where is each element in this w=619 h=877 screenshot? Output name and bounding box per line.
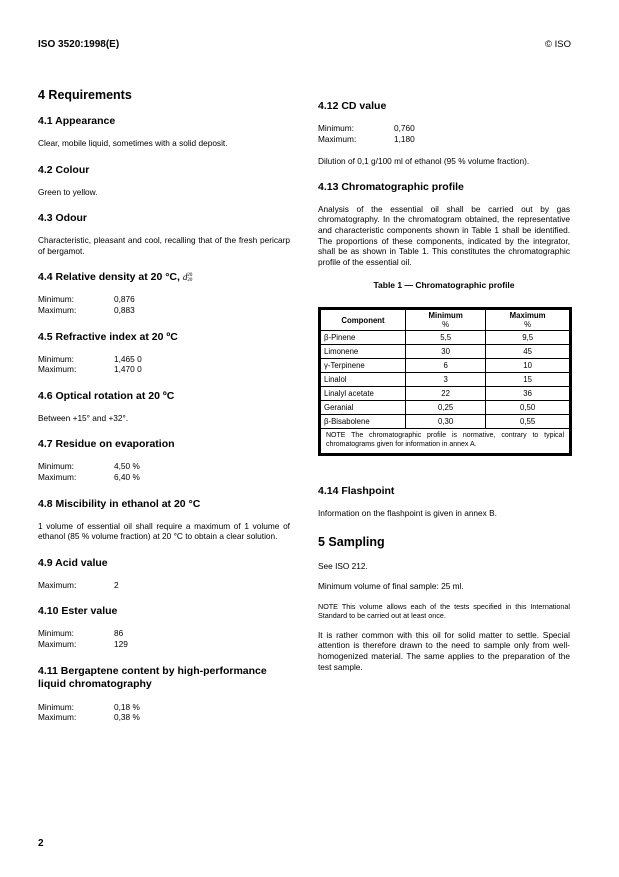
odour-text: Characteristic, pleasant and cool, recalling that of the fresh pericarp of bergamot. [38, 235, 290, 256]
table-note-row [321, 429, 570, 454]
ester-maximum: Maximum: 129 [38, 638, 128, 649]
section-4-5-heading: 4.5 Refractive index at 20 ºC [38, 330, 178, 343]
header-maximum: Maximum % [486, 310, 570, 331]
sampling-note: NOTE This volume allows each of the tests specified in this International Standard to be carried out at least once. [318, 601, 570, 620]
maximum-cell: 9,5 [486, 331, 570, 345]
chromatographic-table [318, 307, 572, 456]
maximum-cell: 36 [486, 387, 570, 401]
ester-minimum: Minimum: 86 [38, 628, 124, 639]
section-4-9-heading: 4.9 Acid value [38, 556, 108, 569]
density-symbol-sup: 20 [187, 273, 193, 279]
cd-maximum: Maximum: 1,180 [318, 133, 415, 144]
table-caption: Table 1 — Chromatographic profile [373, 280, 515, 291]
bergaptene-maximum: Maximum: 0,38 % [38, 712, 140, 723]
header-minimum: Minimum % [406, 310, 486, 331]
maximum-cell: 15 [486, 373, 570, 387]
minimum-cell: 6 [406, 359, 486, 373]
section-4-4-title: 4.4 Relative density at 20 °C, [38, 271, 180, 284]
left-column [38, 88, 290, 723]
cd-minimum: Minimum: 0,760 [318, 123, 415, 133]
density-symbol-letter: d [182, 272, 188, 283]
maximum-cell: 0,55 [486, 415, 570, 429]
density-maximum: Maximum: 0,883 [38, 304, 135, 315]
section-4-3-heading: 4.3 Odour [38, 212, 88, 225]
minimum-cell: 0,25 [406, 401, 486, 415]
component-cell: Limonene [321, 345, 406, 359]
sampling-text: It is rather common with this oil for solid matter to settle. Special attention is therefore drawn to the need to sample only from well-homogenized material. The same applies to the preparation of the test sample. [318, 629, 570, 672]
section-4-14-heading: 4.14 Flashpoint [318, 484, 395, 497]
bergaptene-minimum: Minimum: 0,18 % [38, 701, 140, 712]
component-cell: β-Bisabolene [321, 415, 406, 429]
section-4-6-heading: 4.6 Optical rotation at 20 ºC [38, 389, 175, 402]
section-4-4-heading [38, 271, 290, 283]
table-row [321, 359, 570, 373]
section-4-7-heading: 4.7 Residue on evaporation [38, 438, 175, 451]
section-5-heading: 5 Sampling [318, 534, 385, 549]
page-number: 2 [38, 838, 44, 849]
component-cell: Geranial [321, 401, 406, 415]
residue-maximum: Maximum: 6,40 % [38, 471, 140, 482]
minimum-cell: 30 [406, 345, 486, 359]
table-header-row [321, 310, 570, 331]
optical-rotation-text: Between +15° and +32°. [38, 412, 129, 423]
table-note: NOTE The chromatographic profile is normative, contrary to typical chromatograms given for information in annex A. [321, 429, 570, 454]
section-4-2-heading: 4.2 Colour [38, 163, 90, 176]
minimum-cell: 0,30 [406, 415, 486, 429]
section-4-10-heading: 4.10 Ester value [38, 605, 118, 618]
refractive-minimum: Minimum: 1,465 0 [38, 353, 142, 364]
section-4-1-heading: 4.1 Appearance [38, 115, 116, 127]
miscibility-text: 1 volume of essential oil shall require a maximum of 1 volume of ethanol (85 % volume fraction) at 20 °C to obtain a clear solution. [38, 520, 290, 542]
colour-text: Green to yellow. [38, 186, 98, 197]
document-id: ISO 3520:1998(E) [38, 39, 120, 50]
section-4-11-heading: 4.11 Bergaptene content by high-performance liquid chromatography [38, 664, 267, 690]
section-4-13-heading: 4.13 Chromatographic profile [318, 180, 464, 193]
sampling-reference: See ISO 212. [318, 560, 368, 571]
maximum-cell: 10 [486, 359, 570, 373]
acid-maximum: Maximum: 2 [38, 579, 119, 590]
maximum-cell: 45 [486, 345, 570, 359]
minimum-cell: 22 [406, 387, 486, 401]
cd-dilution-text: Dilution of 0,1 g/100 ml of ethanol (95 % volume fraction). [318, 156, 530, 167]
section-4-12-heading: 4.12 CD value [318, 100, 387, 112]
table-row [321, 345, 570, 359]
density-minimum: Minimum: 0,876 [38, 294, 135, 305]
table-row [321, 387, 570, 401]
minimum-cell: 3 [406, 373, 486, 387]
component-cell: Linalol [321, 373, 406, 387]
component-cell: γ-Terpinene [321, 359, 406, 373]
density-symbol [183, 272, 193, 282]
refractive-maximum: Maximum: 1,470 0 [38, 364, 142, 375]
chromatographic-text: Analysis of the essential oil shall be carried out by gas chromatography. In the chromatogram obtained, the representative and characteristic components shown in Table 1 shall be identified. The proportions of these components, indicated by the integrator, shall be as shown in Table 1. This constitutes the chromatographic profile of the essential oil. [318, 203, 570, 267]
header-component: Component [321, 310, 406, 331]
table-row [321, 401, 570, 415]
section-4-heading: 4 Requirements [38, 88, 132, 102]
component-cell: Linalyl acetate [321, 387, 406, 401]
table-row [321, 415, 570, 429]
minimum-cell: 5,5 [406, 331, 486, 345]
component-cell: β-Pinene [321, 331, 406, 345]
flashpoint-text: Information on the flashpoint is given in annex B. [318, 507, 497, 518]
table-row [321, 331, 570, 345]
residue-minimum: Minimum: 4,50 % [38, 461, 140, 472]
copyright-notice: © ISO [544, 39, 571, 50]
maximum-cell: 0,50 [486, 401, 570, 415]
sampling-volume: Minimum volume of final sample: 25 ml. [318, 581, 464, 592]
density-symbol-sub: 20 [187, 278, 193, 284]
section-4-8-heading: 4.8 Miscibility in ethanol at 20 °C [38, 497, 201, 510]
appearance-text: Clear, mobile liquid, sometimes with a solid deposit. [38, 138, 228, 148]
right-column [318, 100, 570, 672]
table-row [321, 373, 570, 387]
